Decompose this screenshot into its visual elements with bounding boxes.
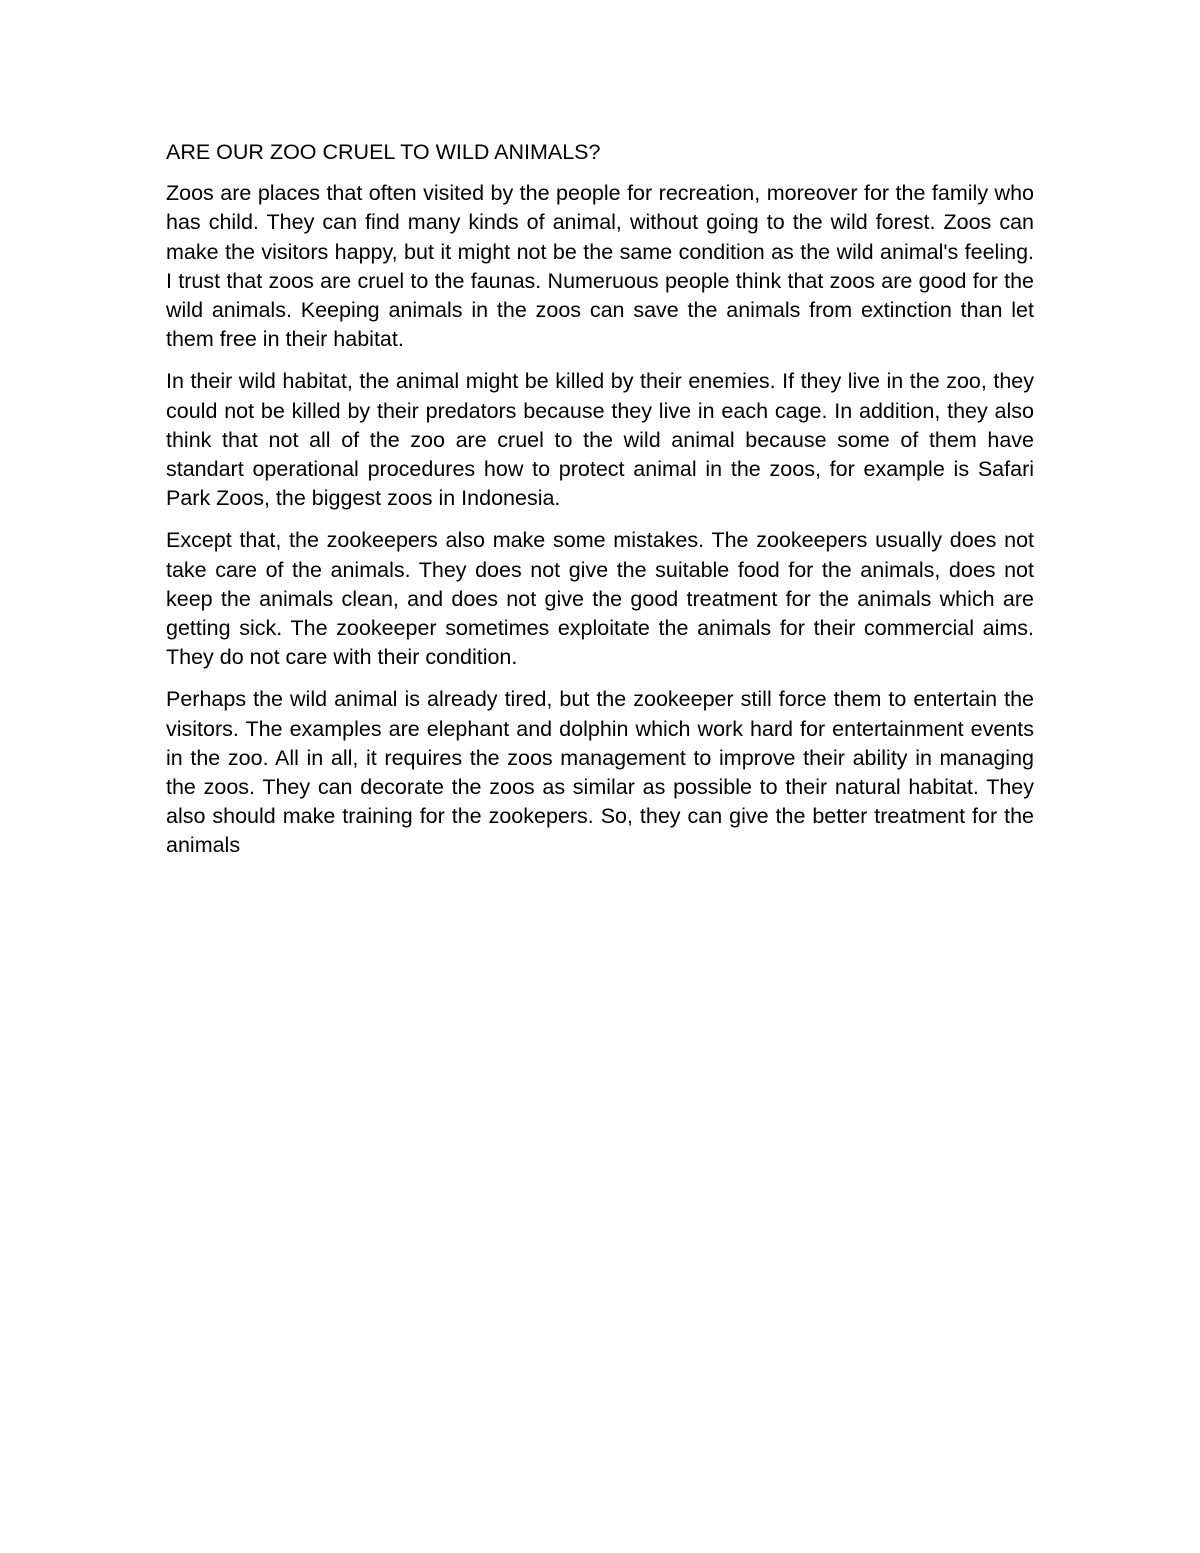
paragraph-2: In their wild habitat, the animal might be killed by their enemies. If they live in the zoo, they could not be killed by their predators because they live in each cage. In addition, they also think that not all of the zoo are cruel to the wild animal because some of them have standart operational procedures how to protect animal in the zoos, for example is Safari Park Zoos, the biggest zoos in Indonesia. [166,369,1034,511]
document-title: ARE OUR ZOO CRUEL TO WILD ANIMALS? [166,140,601,164]
paragraph-4: Perhaps the wild animal is already tired, but the zookeeper still force them to entertain the visitors. The examples are elephant and dolphin which work hard for entertainment events in the zoo. All in all, it requires the zoos management to improve their ability in managing the zoos. They can decorate the zoos as similar as possible to their natural habitat. They also should make training for the zookepers. So, they can give the better treatment for the animals [166,687,1034,858]
paragraph-3: Except that, the zookeepers also make some mistakes. The zookeepers usually does not take care of the animals. They does not give the suitable food for the animals, does not keep the animals clean, and does not give the good treatment for the animals which are getting sick. The zookeeper sometimes exploitate the animals for their commercial aims. They do not care with their condition. [166,528,1034,670]
paragraph-1: Zoos are places that often visited by the people for recreation, moreover for the family who has child. They can find many kinds of animal, without going to the wild forest. Zoos can make the visitors happy, but it might not be the same condition as the wild animal's feeling. I trust that zoos are cruel to the faunas. Numeruous people think that zoos are good for the wild animals. Keeping animals in the zoos can save the animals from extinction than let them free in their habitat. [166,181,1034,352]
document-body [166,138,1034,874]
